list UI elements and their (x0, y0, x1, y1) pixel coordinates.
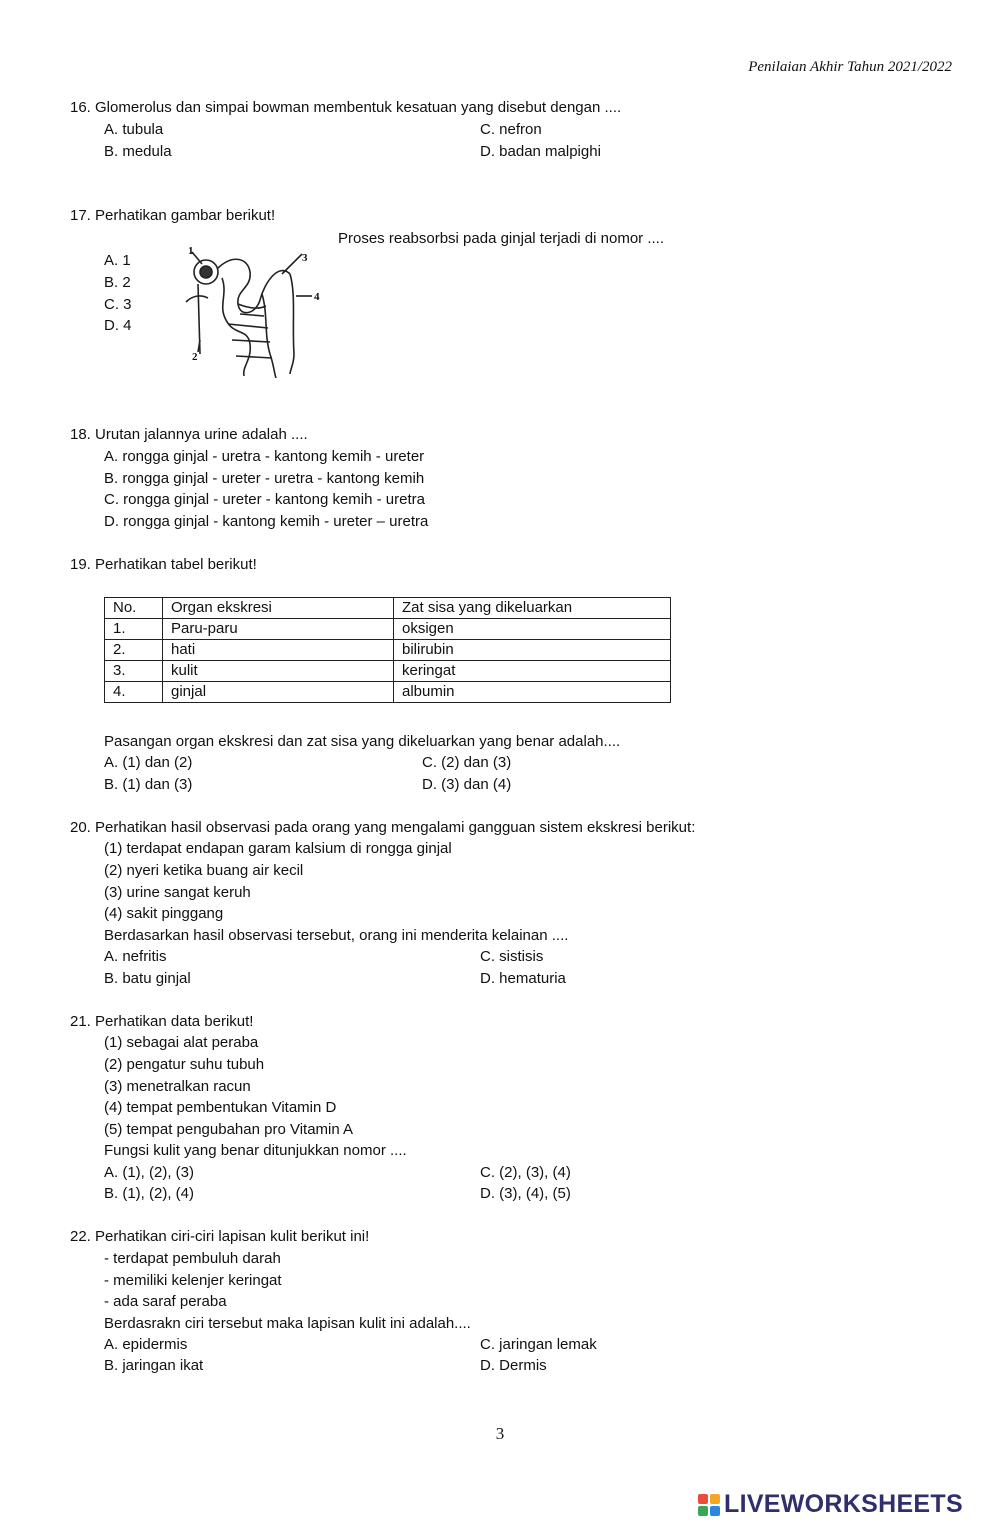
q20-option-d[interactable]: D. hematuria (480, 970, 566, 987)
q21-item: (3) menetralkan racun (104, 1078, 251, 1095)
q16-option-d[interactable]: D. badan malpighi (480, 143, 601, 160)
page-number: 3 (495, 1424, 505, 1443)
diagram-label-1: 1 (188, 245, 194, 257)
q19-option-c[interactable]: C. (2) dan (3) (422, 754, 512, 771)
table-header-cell: Zat sisa yang dikeluarkan (394, 598, 671, 619)
q22-option-b[interactable]: B. jaringan ikat (104, 1357, 204, 1374)
q16-option-c[interactable]: C. nefron (480, 121, 542, 138)
q20-item: (2) nyeri ketika buang air kecil (104, 862, 304, 879)
q20-prompt: Berdasarkan hasil observasi tersebut, orang ini menderita kelainan .... (104, 927, 569, 944)
liveworksheets-logo[interactable] (698, 1490, 963, 1519)
q22-prompt: Berdasrakn ciri tersebut maka lapisan kulit ini adalah.... (104, 1315, 471, 1332)
q19-stem: 19. Perhatikan tabel berikut! (70, 556, 257, 573)
table-cell: albumin (394, 682, 671, 703)
q22-option-a[interactable]: A. epidermis (104, 1336, 188, 1353)
q20-item: (1) terdapat endapan garam kalsium di rongga ginjal (104, 840, 452, 857)
table-cell: kulit (163, 661, 394, 682)
q21-prompt: Fungsi kulit yang benar ditunjukkan nomor .... (104, 1142, 407, 1159)
q17-prompt: Proses reabsorbsi pada ginjal terjadi di nomor .... (338, 230, 665, 247)
q16-stem: 16. Glomerolus dan simpai bowman membentuk kesatuan yang disebut dengan .... (70, 99, 622, 116)
q21-option-a[interactable]: A. (1), (2), (3) (104, 1164, 195, 1181)
table-cell: keringat (394, 661, 671, 682)
q18-stem: 18. Urutan jalannya urine adalah .... (70, 426, 308, 443)
q18-option-c[interactable]: C. rongga ginjal - ureter - kantong kemih - uretra (104, 491, 425, 508)
q20-item: (3) urine sangat keruh (104, 884, 251, 901)
excretion-table (104, 597, 671, 703)
q21-option-c[interactable]: C. (2), (3), (4) (480, 1164, 571, 1181)
q16-option-b[interactable]: B. medula (104, 143, 172, 160)
q19-prompt: Pasangan organ ekskresi dan zat sisa yang dikeluarkan yang benar adalah.... (104, 733, 621, 750)
table-header-row (105, 598, 671, 619)
q21-item: (2) pengatur suhu tubuh (104, 1056, 265, 1073)
q17-option-a[interactable]: A. 1 (104, 252, 131, 269)
table-cell: hati (163, 640, 394, 661)
table-cell: ginjal (163, 682, 394, 703)
table-row (105, 682, 671, 703)
nephron-diagram (178, 244, 328, 378)
q22-item: - ada saraf peraba (104, 1293, 227, 1310)
diagram-label-3: 3 (302, 252, 308, 264)
q19-option-b[interactable]: B. (1) dan (3) (104, 776, 193, 793)
q22-option-c[interactable]: C. jaringan lemak (480, 1336, 597, 1353)
table-header-cell: No. (105, 598, 163, 619)
q20-item: (4) sakit pinggang (104, 905, 224, 922)
table-cell: 1. (105, 619, 163, 640)
q17-option-c[interactable]: C. 3 (104, 296, 132, 313)
q19-option-a[interactable]: A. (1) dan (2) (104, 754, 193, 771)
q19-option-d[interactable]: D. (3) dan (4) (422, 776, 512, 793)
q22-item: - terdapat pembuluh darah (104, 1250, 281, 1267)
q22-item: - memiliki kelenjer keringat (104, 1272, 282, 1289)
q17-stem: 17. Perhatikan gambar berikut! (70, 207, 276, 224)
q21-item: (5) tempat pengubahan pro Vitamin A (104, 1121, 354, 1138)
q20-stem: 20. Perhatikan hasil observasi pada orang yang mengalami gangguan sistem ekskresi berikut: (70, 819, 696, 836)
table-cell: 4. (105, 682, 163, 703)
table-cell: Paru-paru (163, 619, 394, 640)
diagram-label-2: 2 (192, 351, 198, 363)
table-cell: bilirubin (394, 640, 671, 661)
q21-stem: 21. Perhatikan data berikut! (70, 1013, 254, 1030)
q22-stem: 22. Perhatikan ciri-ciri lapisan kulit berikut ini! (70, 1228, 370, 1245)
q20-option-a[interactable]: A. nefritis (104, 948, 167, 965)
q18-option-d[interactable]: D. rongga ginjal - kantong kemih - ureter – uretra (104, 513, 429, 530)
q20-option-b[interactable]: B. batu ginjal (104, 970, 191, 987)
q16-option-a[interactable]: A. tubula (104, 121, 164, 138)
table-row (105, 619, 671, 640)
table-row (105, 661, 671, 682)
logo-text: LIVEWORKSHEETS (724, 1490, 963, 1518)
q17-option-b[interactable]: B. 2 (104, 274, 131, 291)
q21-option-b[interactable]: B. (1), (2), (4) (104, 1185, 195, 1202)
exam-header: Penilaian Akhir Tahun 2021/2022 (748, 59, 952, 75)
table-header-cell: Organ ekskresi (163, 598, 394, 619)
table-cell: 3. (105, 661, 163, 682)
q17-option-d[interactable]: D. 4 (104, 317, 132, 334)
q21-option-d[interactable]: D. (3), (4), (5) (480, 1185, 571, 1202)
diagram-label-4: 4 (314, 291, 320, 303)
q21-item: (1) sebagai alat peraba (104, 1034, 259, 1051)
table-row (105, 640, 671, 661)
q18-option-a[interactable]: A. rongga ginjal - uretra - kantong kemih - ureter (104, 448, 425, 465)
q20-option-c[interactable]: C. sistisis (480, 948, 544, 965)
table-cell: 2. (105, 640, 163, 661)
q21-item: (4) tempat pembentukan Vitamin D (104, 1099, 337, 1116)
table-cell: oksigen (394, 619, 671, 640)
logo-squares-icon (698, 1494, 720, 1516)
q18-option-b[interactable]: B. rongga ginjal - ureter - uretra - kantong kemih (104, 470, 425, 487)
q22-option-d[interactable]: D. Dermis (480, 1357, 547, 1374)
